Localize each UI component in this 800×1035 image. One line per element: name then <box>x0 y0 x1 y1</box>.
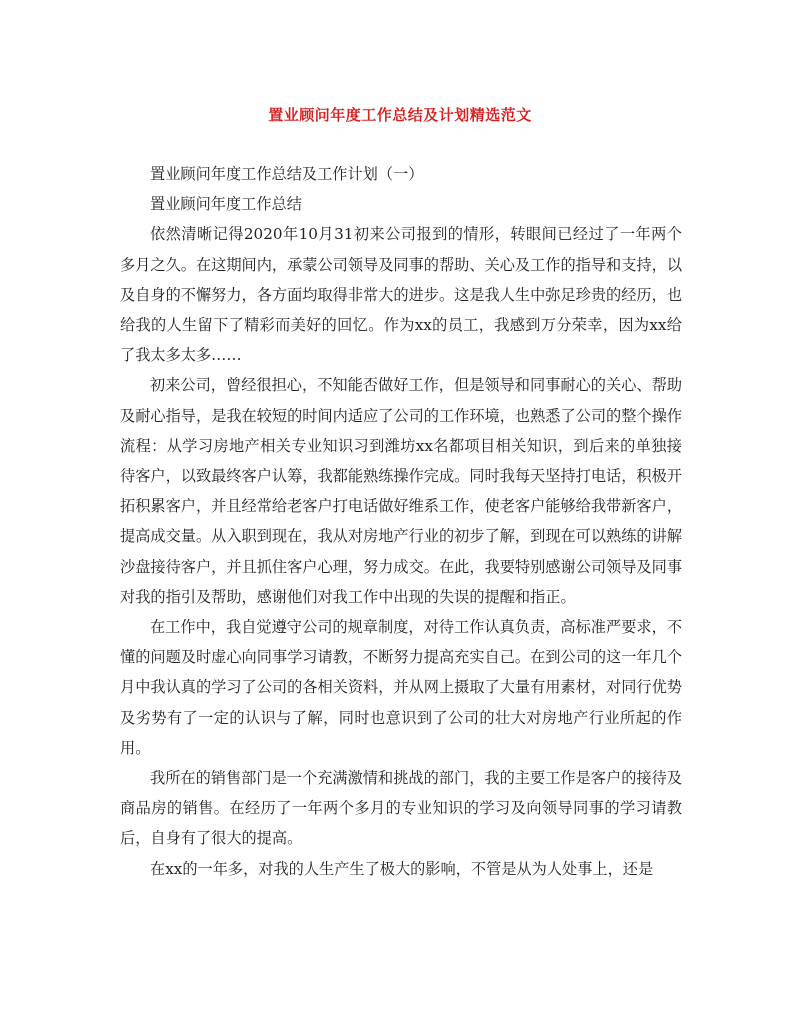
paragraph-5: 在xx的一年多，对我的人生产生了极大的影响，不管是从为人处事上，还是 <box>150 859 654 878</box>
subsection-heading: 置业顾问年度工作总结 <box>150 195 302 214</box>
document-body <box>120 159 682 884</box>
paragraph-1: 依然清晰记得2020年10月31初来公司报到的情形，转眼间已经过了一年两个多月之久。在这期间内，承蒙公司领导及同事的帮助、关心及工作的指导和支持，以及自身的不懈努力，各方面均取得非常大的进步。这是我人生中弥足珍贵的经历，也给我的人生留下了精彩而美好的回忆。作为xx的员工，我感到万分荣幸，因为xx给了我太多太多…… <box>120 225 682 365</box>
paragraph-3: 在工作中，我自觉遵守公司的规章制度，对待工作认真负责，高标准严要求，不懂的问题及时虚心向同事学习请教，不断努力提高充实自己。在到公司的这一年几个月中我认真的学习了公司的各相关资料，并从网上摄取了大量有用素材，对同行优势及劣势有了一定的认识与了解，同时也意识到了公司的壮大对房地产行业所起的作用。 <box>120 618 682 757</box>
document-title: 置业顾问年度工作总结及计划精选范文 <box>268 106 532 124</box>
paragraph-2: 初来公司，曾经很担心，不知能否做好工作，但是领导和同事耐心的关心、帮助及耐心指导，是我在较短的时间内适应了公司的工作环境，也熟悉了公司的整个操作流程：从学习房地产相关专业知识习到潍坊xx名都项目相关知识，到后来的单独接待客户，以致最终客户认筹，我都能熟练操作完成。同时我每天坚持打电话，积极开拓积累客户，并且经常给老客户打电话做好维系工作，使老客户能够给我带新客户，提高成交量。从入职到现在，我从对房地产行业的初步了解，到现在可以熟练的讲解沙盘接待客户，并且抓住客户心理，努力成交。在此，我要特别感谢公司领导及同事对我的指引及帮助，感谢他们对我工作中出现的失误的提醒和指正。 <box>120 376 682 606</box>
section-heading: 置业顾问年度工作总结及工作计划（一） <box>150 165 424 183</box>
paragraph-4: 我所在的销售部门是一个充满激情和挑战的部门，我的主要工作是客户的接待及商品房的销售。在经历了一年两个多月的专业知识的学习及向领导同事的学习请教后，自身有了很大的提高。 <box>120 769 682 848</box>
